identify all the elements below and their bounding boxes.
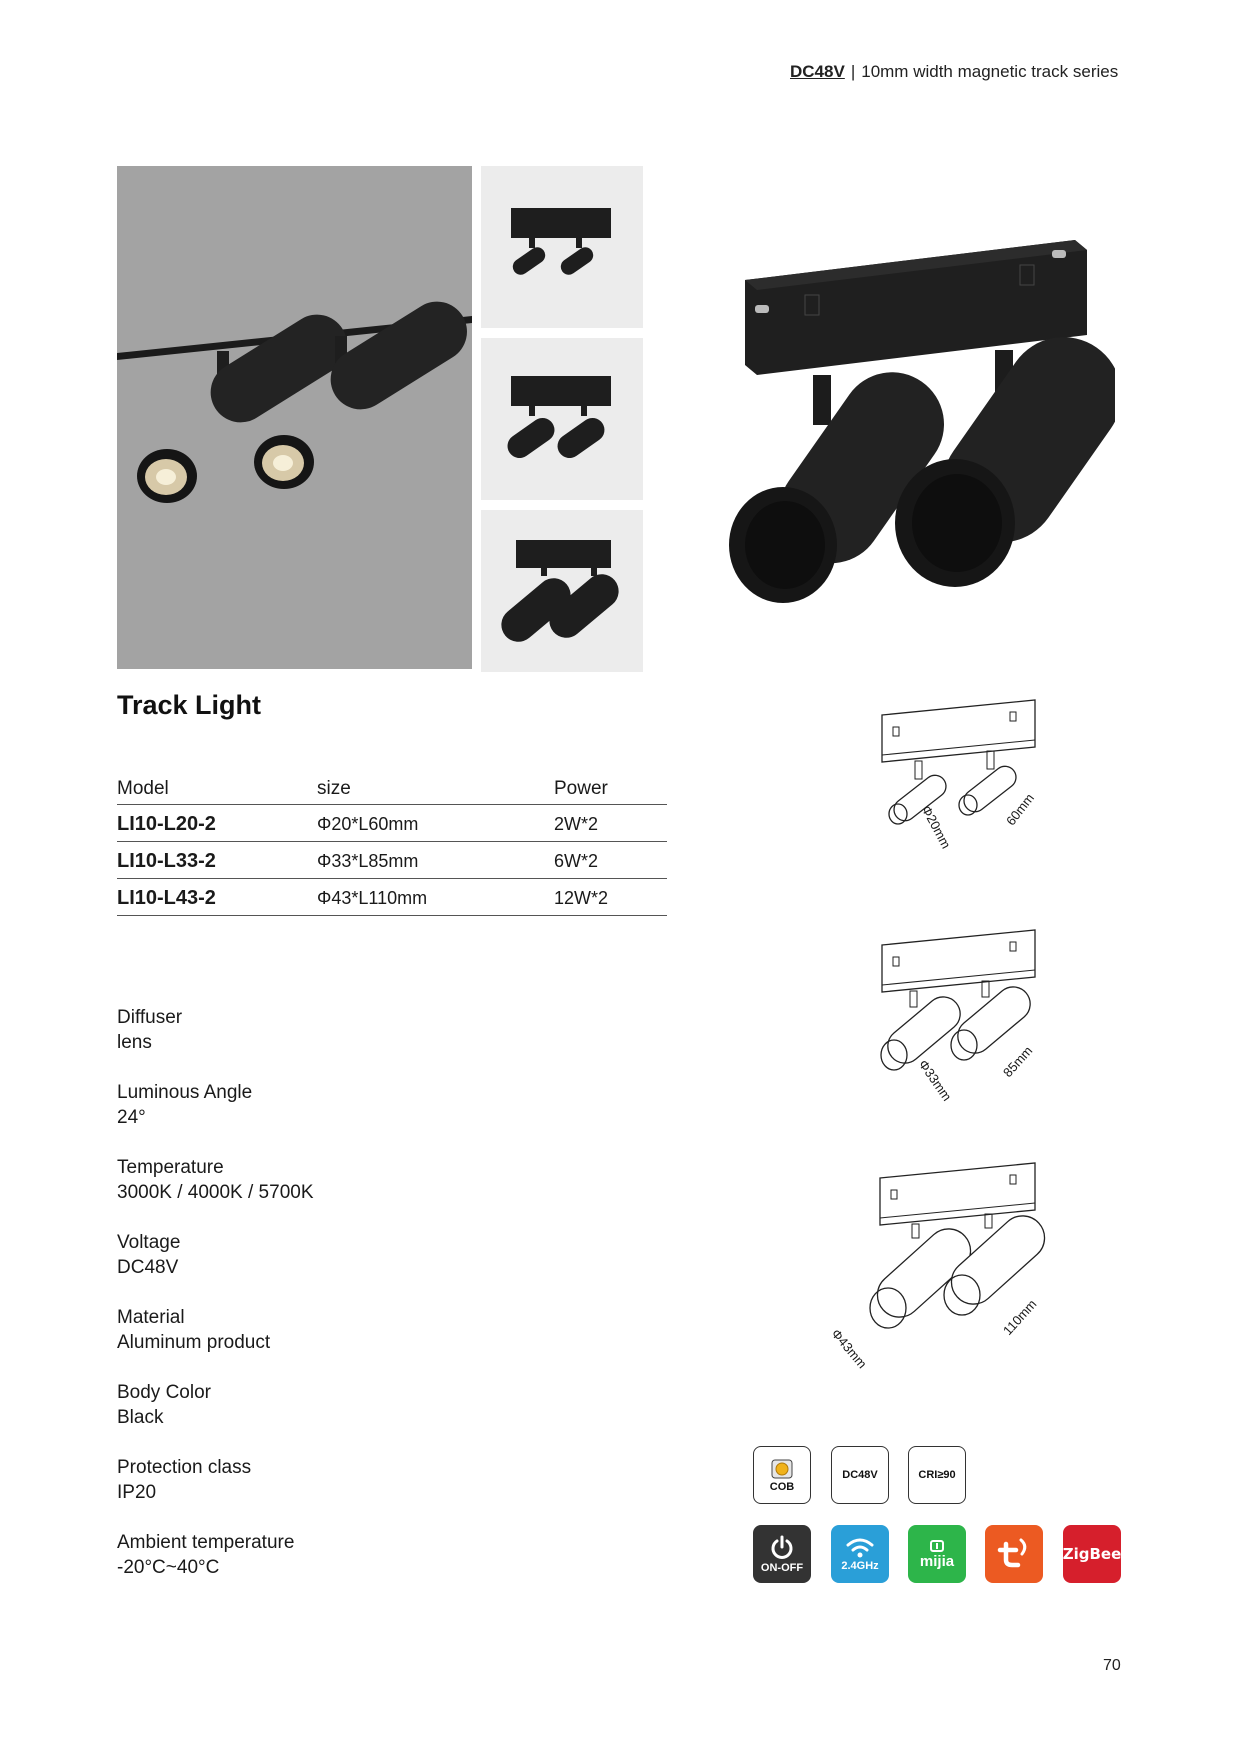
feature-label: Diffuser — [117, 1007, 183, 1028]
cell-model: LI10-L43-2 — [117, 879, 317, 916]
diameter-label-medium: Φ33mm — [915, 1057, 955, 1104]
product-thumb-medium — [481, 338, 643, 500]
length-label-medium: 85mm — [1000, 1043, 1036, 1081]
product-hero-render — [695, 215, 1115, 625]
feature-value: IP20 — [117, 1482, 157, 1503]
cell-power: 6W*2 — [554, 842, 667, 879]
product-thumb-small — [481, 166, 643, 328]
badge-dc48v — [831, 1446, 889, 1504]
dimension-diagram-medium — [860, 925, 1060, 1105]
feature-label: Body Color — [117, 1382, 211, 1403]
product-photo-scene — [117, 166, 472, 669]
badge-zigbee — [1063, 1525, 1121, 1583]
table-row — [117, 842, 667, 879]
header-separator: | — [850, 62, 856, 81]
feature-label: Ambient temperature — [117, 1532, 295, 1553]
diameter-label-large: Φ43mm — [828, 1326, 870, 1372]
page-title: Track Light — [117, 690, 262, 720]
table-row — [117, 805, 667, 842]
diameter-label-small: Φ20mm — [918, 803, 954, 852]
feature-protection-class — [117, 1455, 251, 1505]
badge-2-4ghz — [831, 1525, 889, 1583]
tuya-icon — [994, 1534, 1034, 1574]
feature-value: Aluminum product — [117, 1332, 271, 1353]
badge-label: mijia — [919, 1552, 955, 1570]
feature-label: Material — [117, 1307, 185, 1328]
length-label-small: 60mm — [1003, 790, 1038, 829]
badge-label: DC48V — [842, 1469, 878, 1481]
badge-label: CRI≥90 — [918, 1469, 956, 1481]
zigbee-icon: ZigBee — [1062, 1545, 1122, 1563]
dimension-diagram-large — [828, 1158, 1060, 1372]
cob-chip-icon — [769, 1457, 795, 1481]
feature-value: -20°C~40°C — [117, 1557, 220, 1578]
header-voltage: DC48V — [790, 62, 845, 81]
badge-tuya — [985, 1525, 1043, 1583]
feature-label: Voltage — [117, 1232, 181, 1253]
cell-model: LI10-L20-2 — [117, 805, 317, 842]
col-header-size: size — [317, 772, 554, 805]
feature-label: Protection class — [117, 1457, 252, 1478]
header-series-name: 10mm width magnetic track series — [861, 62, 1119, 81]
spec-table-header — [117, 772, 667, 805]
badge-cob — [753, 1446, 811, 1504]
product-thumb-large — [481, 510, 643, 672]
power-icon — [768, 1534, 796, 1562]
length-label-large: 110mm — [1000, 1296, 1040, 1339]
mijia-icon — [928, 1539, 946, 1553]
cell-size: Φ43*L110mm — [317, 879, 554, 916]
page-number: 70 — [1103, 1657, 1121, 1674]
table-row — [117, 879, 667, 916]
col-header-model: Model — [117, 772, 317, 805]
feature-luminous-angle — [117, 1080, 252, 1130]
feature-value: 3000K / 4000K / 5700K — [117, 1182, 314, 1203]
feature-value: 24° — [117, 1107, 146, 1128]
cell-power: 12W*2 — [554, 879, 667, 916]
dimension-diagram-small — [860, 695, 1060, 875]
badge-mijia — [908, 1525, 966, 1583]
cell-power: 2W*2 — [554, 805, 667, 842]
feature-label: Luminous Angle — [117, 1082, 253, 1103]
badge-label: 2.4GHz — [841, 1560, 879, 1572]
feature-material — [117, 1305, 270, 1355]
cell-model: LI10-L33-2 — [117, 842, 317, 879]
feature-ambient-temperature — [117, 1530, 294, 1580]
feature-value: DC48V — [117, 1257, 179, 1278]
badge-on-off — [753, 1525, 811, 1583]
spec-table — [117, 772, 667, 916]
badge-cri — [908, 1446, 966, 1504]
feature-diffuser — [117, 1005, 182, 1055]
feature-voltage — [117, 1230, 180, 1280]
col-header-power: Power — [554, 772, 667, 805]
feature-value: lens — [117, 1032, 152, 1053]
wifi-icon — [845, 1536, 875, 1560]
feature-value: Black — [117, 1407, 164, 1428]
badge-label: ON-OFF — [760, 1562, 804, 1574]
feature-label: Temperature — [117, 1157, 224, 1178]
cell-size: Φ20*L60mm — [317, 805, 554, 842]
cell-size: Φ33*L85mm — [317, 842, 554, 879]
feature-body-color — [117, 1380, 211, 1430]
badge-label: COB — [769, 1481, 795, 1493]
header-series — [790, 62, 1118, 82]
feature-temperature — [117, 1155, 314, 1205]
